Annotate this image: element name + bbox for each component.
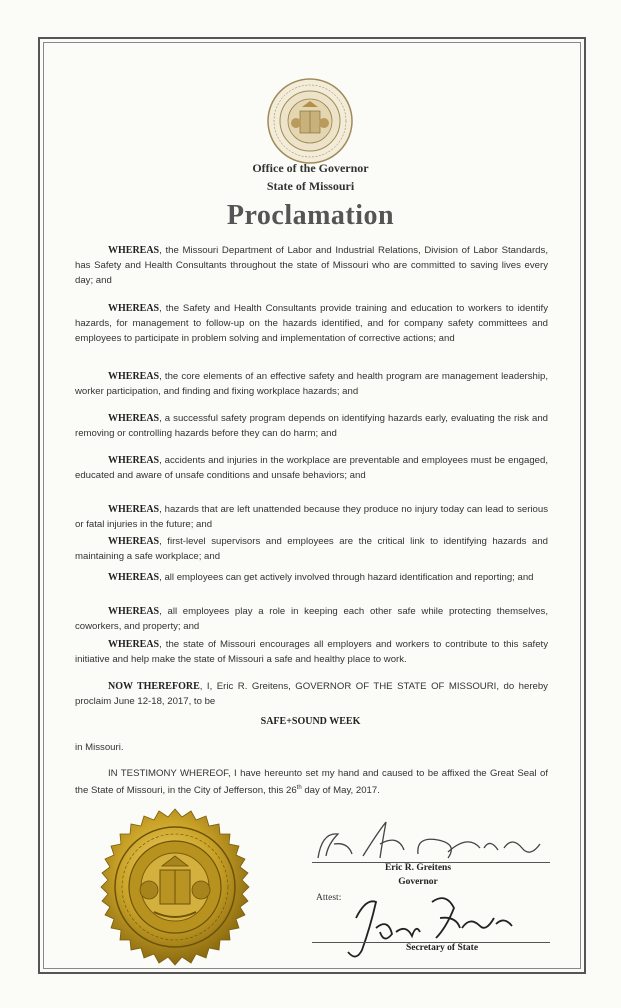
testimony-paragraph <box>75 766 548 798</box>
whereas-paragraph-7 <box>75 534 548 564</box>
state-line: State of Missouri <box>266 179 355 193</box>
paragraph-lead: WHEREAS <box>108 303 160 314</box>
whereas-paragraph-1 <box>75 243 548 288</box>
paragraph-text: , hazards that are left unattended because they produce no injury today can lead to serious or fatal injuries in the future; and <box>75 504 548 530</box>
now-therefore-paragraph <box>75 679 548 709</box>
paragraph-text: , the core elements of an effective safety and health program are management leadership, worker participation, and finding and fixing workplace hazards; and <box>75 371 548 397</box>
state-seal-icon <box>266 77 354 165</box>
paragraph-text: , the Safety and Health Consultants provide training and education to workers to identify hazards, for management to follow-up on the hazards identified, and for company safety committees and employees to participate in problem solving and implementation of corrective actions; and <box>75 303 548 344</box>
paragraph-text: , accidents and injuries in the workplace are preventable and employees must be engaged, educated and aware of unsafe conditions and unsafe behaviors; and <box>75 455 548 481</box>
whereas-paragraph-5 <box>75 453 548 483</box>
paragraph-lead: WHEREAS <box>108 572 160 583</box>
in-missouri-line: in Missouri. <box>75 742 124 753</box>
governor-name: Eric R. Greitens <box>384 863 452 873</box>
attest-label: Attest: <box>316 893 342 903</box>
paragraph-lead: WHEREAS <box>108 371 160 382</box>
paragraph-lead: WHEREAS <box>108 536 160 547</box>
whereas-paragraph-3 <box>75 369 548 399</box>
page-title: Proclamation <box>226 200 395 231</box>
paragraph-text: , all employees can get actively involved through hazard identification and reporting; and <box>159 572 534 583</box>
paragraph-lead: WHEREAS <box>108 455 160 466</box>
paragraph-text: , the Missouri Department of Labor and Industrial Relations, Division of Labor Standards, has Safety and Health Consultants throughout the state of Missouri who are committed to saving lives every day; and <box>75 245 548 286</box>
testimony-text: IN TESTIMONY WHEREOF, I have hereunto set my hand and caused to be affixed the Great Seal of the State of Missouri, in the City of Jefferson, this 26 <box>75 768 548 797</box>
paragraph-lead: NOW THEREFORE <box>108 681 200 692</box>
governor-role: Governor <box>398 877 438 887</box>
paragraph-text: , a successful safety program depends on identifying hazards early, evaluating the risk and removing or controlling hazards before they can do harm; and <box>75 413 548 439</box>
whereas-paragraph-2 <box>75 301 548 346</box>
paragraph-lead: WHEREAS <box>108 606 160 617</box>
paragraph-lead: WHEREAS <box>108 639 160 650</box>
paragraph-text: , the state of Missouri encourages all employers and workers to contribute to this safety initiative and help make the state of Missouri a safe and healthy place to work. <box>75 639 548 665</box>
secretary-role: Secretary of State <box>405 943 479 953</box>
whereas-paragraph-10 <box>75 637 548 667</box>
whereas-paragraph-4 <box>75 411 548 441</box>
paragraph-text: , I, Eric R. Greitens, GOVERNOR OF THE STATE OF MISSOURI, do hereby proclaim June 12-18, 2017, to be <box>75 681 548 707</box>
paragraph-lead: WHEREAS <box>108 245 160 256</box>
office-line: Office of the Governor <box>252 161 369 175</box>
paragraph-text: , all employees play a role in keeping each other safe while protecting themselves, coworkers, and property; and <box>75 606 548 632</box>
testimony-text-end: day of May, 2017. <box>301 785 380 797</box>
date-suffix: th <box>296 785 302 791</box>
whereas-paragraph-8 <box>75 570 548 585</box>
paragraph-text: , first-level supervisors and employees are the critical link to identifying hazards and maintaining a safe workplace; and <box>75 536 548 562</box>
paragraph-lead: WHEREAS <box>108 413 160 424</box>
gold-seal-icon <box>94 808 256 970</box>
secretary-signature <box>336 888 536 966</box>
governor-signature <box>308 814 558 868</box>
whereas-paragraph-6 <box>75 502 548 532</box>
event-name: SAFE+SOUND WEEK <box>260 716 361 727</box>
paragraph-lead: WHEREAS <box>108 504 160 515</box>
whereas-paragraph-9 <box>75 604 548 634</box>
